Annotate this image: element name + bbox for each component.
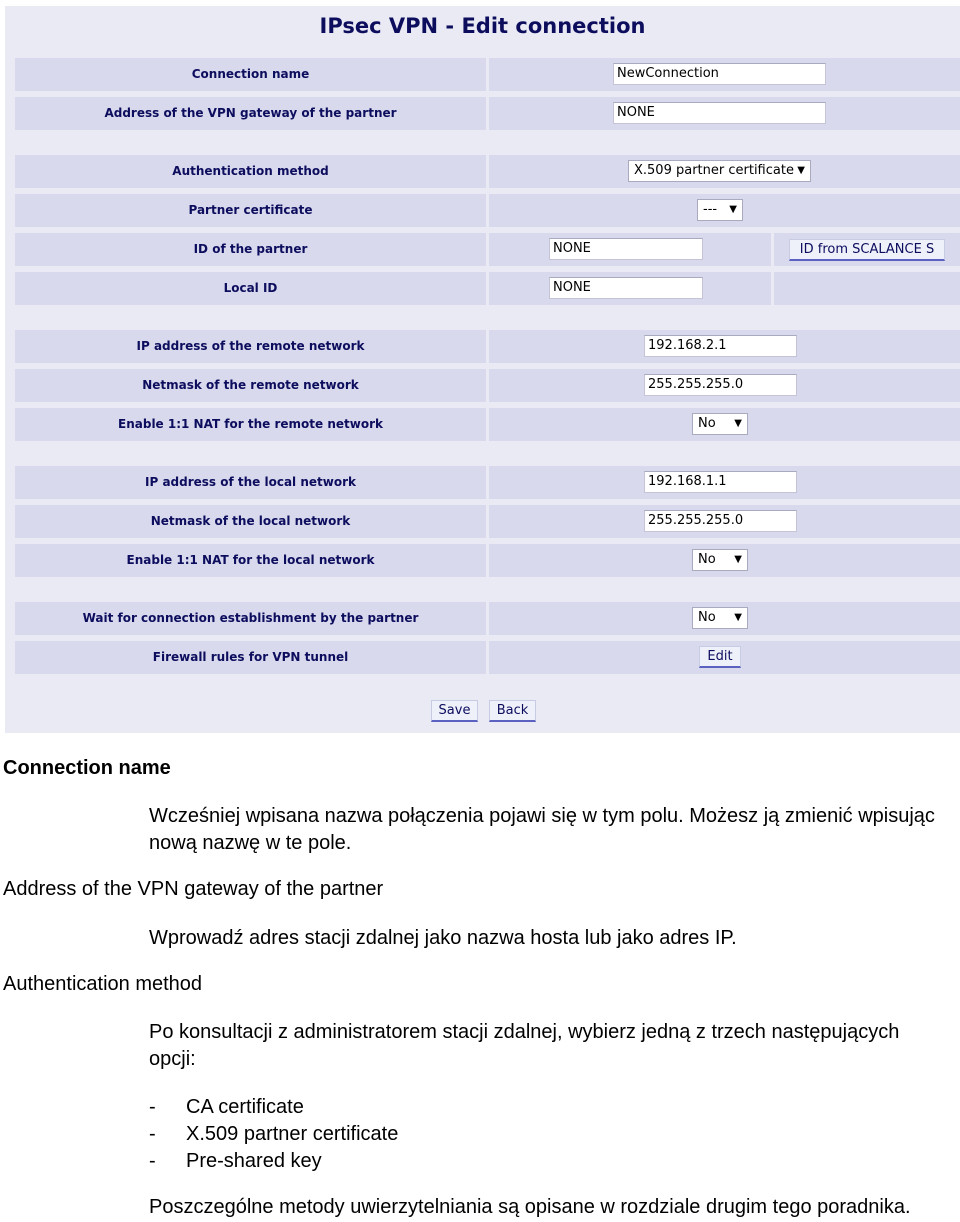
row-local-ip bbox=[15, 466, 960, 499]
row-partner-certificate bbox=[15, 194, 960, 227]
list-item: - Pre-shared key bbox=[149, 1150, 322, 1172]
doc-paragraph: Poszczególne metody uwierzytelniania są opisane w rozdziale drugim tego poradnika. bbox=[149, 1196, 911, 1218]
partner-certificate-select[interactable] bbox=[697, 199, 743, 221]
doc-heading-auth-method: Authentication method bbox=[3, 973, 203, 995]
wait-partner-select[interactable] bbox=[692, 607, 748, 629]
page-title: IPsec VPN - Edit connection bbox=[319, 14, 646, 38]
local-id-input[interactable]: NONE bbox=[549, 277, 703, 299]
list-item-text: X.509 partner certificate bbox=[186, 1123, 399, 1145]
auth-method-label: Authentication method bbox=[172, 164, 329, 178]
id-from-scalance-button[interactable]: ID from SCALANCE S bbox=[789, 239, 945, 261]
partner-certificate-label: Partner certificate bbox=[188, 203, 313, 217]
local-ip-input[interactable]: 192.168.1.1 bbox=[644, 471, 797, 493]
vpn-edit-panel bbox=[5, 6, 960, 733]
row-firewall-rules bbox=[15, 641, 960, 674]
chevron-down-icon: ▼ bbox=[729, 204, 737, 215]
firewall-edit-button[interactable]: Edit bbox=[699, 646, 741, 668]
auth-method-select[interactable] bbox=[628, 160, 811, 182]
remote-netmask-label: Netmask of the remote network bbox=[142, 378, 359, 392]
list-item: - CA certificate bbox=[149, 1096, 304, 1118]
row-wait-partner bbox=[15, 602, 960, 635]
row-local-id bbox=[15, 272, 960, 305]
chevron-down-icon: ▼ bbox=[734, 554, 742, 565]
local-netmask-label: Netmask of the local network bbox=[150, 514, 351, 528]
remote-ip-label: IP address of the remote network bbox=[136, 339, 365, 353]
local-ip-label: IP address of the local network bbox=[145, 475, 356, 489]
partner-certificate-value: --- bbox=[703, 202, 718, 217]
doc-paragraph: Wprowadź adres stacji zdalnej jako nazwa hosta lub jako adres IP. bbox=[149, 927, 737, 949]
save-button[interactable]: Save bbox=[431, 700, 478, 722]
gateway-address-label: Address of the VPN gateway of the partner bbox=[104, 106, 397, 120]
partner-id-input[interactable]: NONE bbox=[549, 238, 703, 260]
chevron-down-icon: ▼ bbox=[797, 165, 805, 176]
wait-partner-value: No bbox=[698, 610, 716, 625]
row-gateway-address bbox=[15, 97, 960, 130]
remote-netmask-input[interactable]: 255.255.255.0 bbox=[644, 374, 797, 396]
remote-nat-label: Enable 1:1 NAT for the remote network bbox=[118, 417, 383, 431]
chevron-down-icon: ▼ bbox=[734, 418, 742, 429]
row-remote-netmask bbox=[15, 369, 960, 402]
remote-nat-value: No bbox=[698, 416, 716, 431]
local-nat-value: No bbox=[698, 552, 716, 567]
wait-partner-label: Wait for connection establishment by the partner bbox=[82, 611, 419, 625]
row-local-nat bbox=[15, 544, 960, 577]
local-netmask-input[interactable]: 255.255.255.0 bbox=[644, 510, 797, 532]
doc-paragraph: Po konsultacji z administratorem stacji zdalnej, wybierz jedną z trzech następujących opcji: bbox=[149, 1021, 900, 1070]
local-id-label: Local ID bbox=[223, 281, 278, 295]
row-remote-nat bbox=[15, 408, 960, 441]
local-nat-select[interactable] bbox=[692, 549, 748, 571]
list-item: - X.509 partner certificate bbox=[149, 1123, 399, 1145]
row-local-netmask bbox=[15, 505, 960, 538]
doc-paragraph: Wcześniej wpisana nazwa połączenia pojawi się w tym polu. Możesz ją zmienić wpisując nową nazwę w te pole. bbox=[149, 805, 935, 854]
chevron-down-icon: ▼ bbox=[734, 612, 742, 623]
list-item-text: Pre-shared key bbox=[186, 1150, 322, 1172]
row-auth-method bbox=[15, 155, 960, 188]
gateway-address-input[interactable]: NONE bbox=[613, 102, 826, 124]
row-remote-ip bbox=[15, 330, 960, 363]
connection-name-label: Connection name bbox=[191, 67, 310, 81]
local-nat-label: Enable 1:1 NAT for the local network bbox=[126, 553, 375, 567]
row-connection-name bbox=[15, 58, 960, 91]
connection-name-input[interactable]: NewConnection bbox=[613, 63, 826, 85]
empty-cell bbox=[774, 272, 960, 305]
doc-heading-gateway: Address of the VPN gateway of the partner bbox=[3, 878, 384, 900]
partner-id-label: ID of the partner bbox=[193, 242, 308, 256]
list-item-text: CA certificate bbox=[186, 1096, 304, 1118]
firewall-rules-label: Firewall rules for VPN tunnel bbox=[152, 650, 349, 664]
row-partner-id bbox=[15, 233, 960, 266]
remote-ip-input[interactable]: 192.168.2.1 bbox=[644, 335, 797, 357]
auth-method-value: X.509 partner certificate bbox=[634, 163, 794, 178]
doc-heading-connection-name: Connection name bbox=[3, 757, 171, 779]
back-button[interactable]: Back bbox=[489, 700, 536, 722]
remote-nat-select[interactable] bbox=[692, 413, 748, 435]
